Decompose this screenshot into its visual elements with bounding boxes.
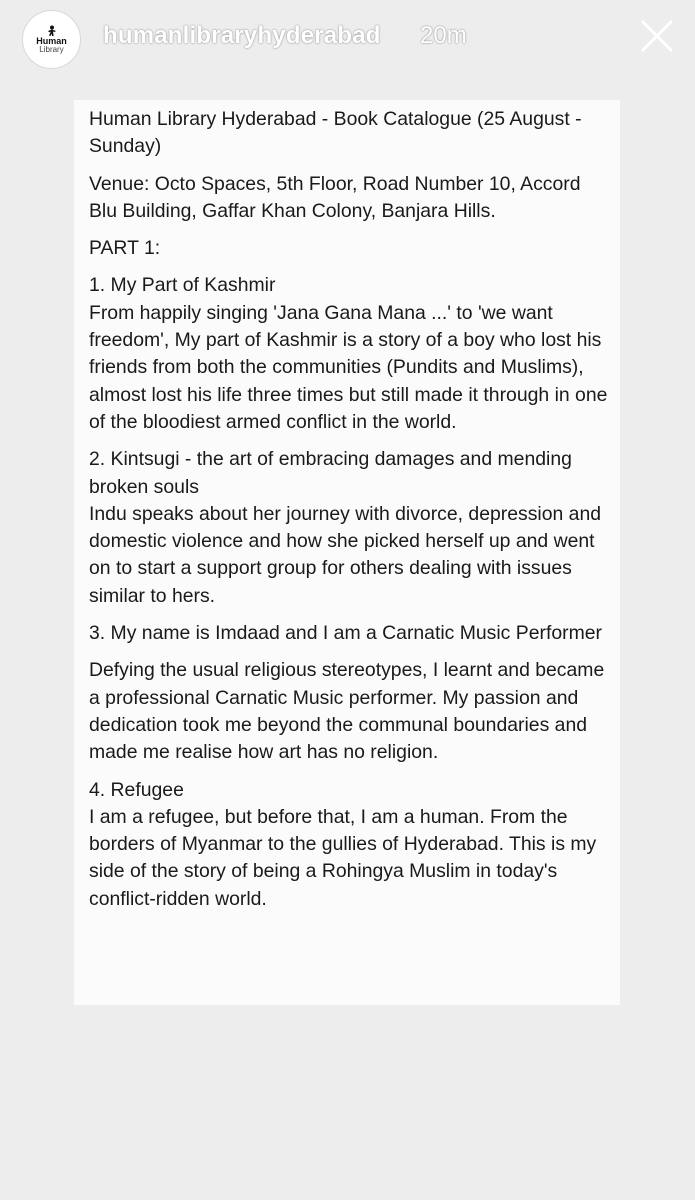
book-title: 2. Kintsugi - the art of embracing damages and mending broken souls [89,448,572,498]
catalogue-card [74,100,620,1005]
post-time: 20m [420,22,467,49]
account-username[interactable]: humanlibraryhyderabad [103,22,381,49]
catalogue-title: Human Library Hyderabad - Book Catalogue (25 August - Sunday) [89,108,582,158]
book-description: From happily singing 'Jana Gana Mana ...' to 'we want freedom', My part of Kashmir is a story of a boy who lost his friends from both the communities (Pundits and Muslims), almost lost his life three times but still made it through in one of the bloodiest armed conflict in the world. [89,301,608,433]
book-description: Indu speaks about her journey with divorce, depression and domestic violence and how she picked herself up and went on to start a support group for others dealing with issues similar to hers. [89,502,602,607]
book-title: 1. My Part of Kashmir [89,274,276,297]
profile-avatar[interactable] [22,10,81,69]
logo-text-line1: Human [36,36,67,46]
book-description: Defying the usual religious stereotypes, I learnt and became a professional Carnatic Music performer. My passion and dedication took me beyond the communal boundaries and made me realise how art has no religion. [89,659,605,764]
close-button[interactable] [637,16,677,56]
venue-text: Venue: Octo Spaces, 5th Floor, Road Number 10, Accord Blu Building, Gaffar Khan Colony, Banjara Hills. [89,172,581,222]
logo-text-line2: Library [39,45,64,54]
part-label: PART 1: [89,237,161,260]
close-icon [637,16,677,56]
book-title: 4. Refugee [89,778,184,801]
book-description: I am a refugee, but before that, I am a human. From the borders of Myanmar to the gullies of Hyderabad. This is my side of the story of being a Rohingya Muslim in today's conflict-ridden world. [89,805,597,910]
book-title: 3. My name is Imdaad and I am a Carnatic Music Performer [89,622,602,645]
story-header [0,0,695,80]
